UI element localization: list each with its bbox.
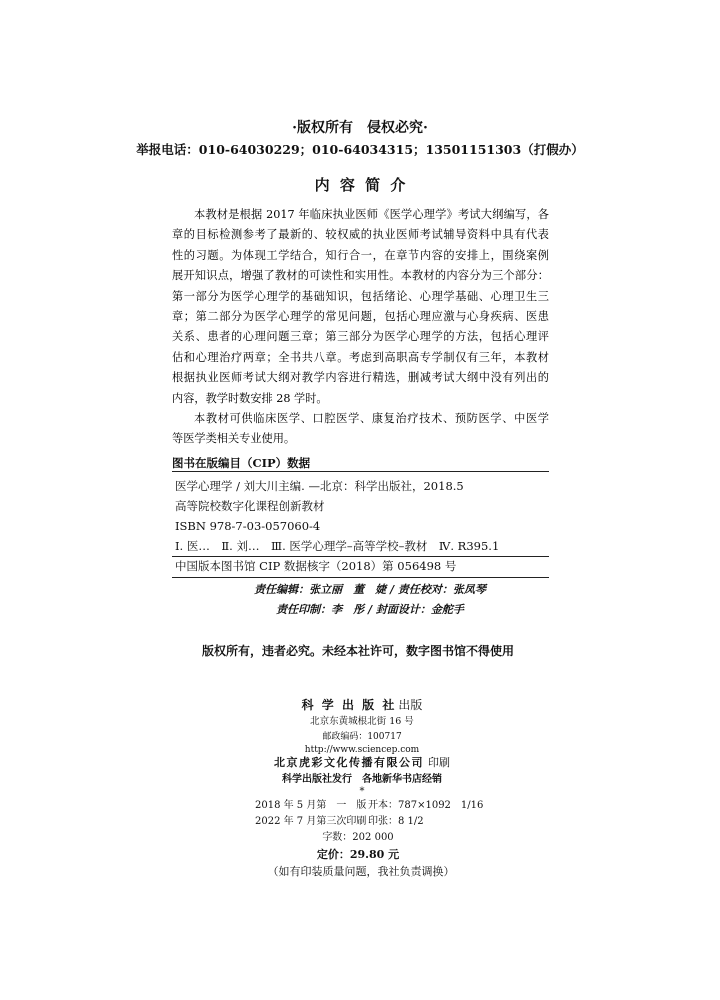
cip-classification: Ⅰ. 医… Ⅱ. 刘… Ⅲ. 医学心理学–高等学校–教材 Ⅳ. R395.1: [175, 539, 500, 553]
cip-top-divider: [172, 471, 549, 472]
cip-series: 高等院校数字化课程创新教材: [175, 499, 325, 513]
printer-role: 印刷: [428, 756, 450, 769]
summary-line: 等医学类相关专业使用。: [172, 432, 296, 446]
printer-name: 北京虎彩文化传播有限公司: [274, 756, 424, 769]
publisher-name: 科 学 出 版 社: [301, 698, 395, 712]
cip-number: 中国版本图书馆 CIP 数据核字（2018）第 056498 号: [175, 559, 457, 573]
report-phone: 举报电话：010-64030229；010-64034315；13501151303（打假办）: [136, 142, 584, 157]
cip-bottom-divider: [172, 577, 549, 578]
cip-title: 图书在版编目（CIP）数据: [172, 456, 311, 470]
printing-info: 2022 年 7 月第三次印刷: [255, 816, 367, 827]
summary-body: [172, 205, 549, 450]
credits-production: 责任印制：李 彤 / 封面设计：金舵手: [276, 603, 464, 616]
summary-line: 估和心理治疗两章；全书共八章。考虑到高职高专学制仅有三年，本教材: [172, 350, 549, 364]
publisher-postcode: 邮政编码：100717: [322, 732, 402, 742]
summary-line: 章的目标检测参考了最新的、较权威的执业医师考试辅导资料中具有代表: [172, 228, 549, 242]
summary-line: 展开知识点，增强了教材的可读性和实用性。本教材的内容分为三个部分：: [172, 269, 549, 283]
printer-line: [4, 756, 720, 770]
publisher-address: 北京东黄城根北街 16 号: [310, 716, 414, 727]
summary-heading: 内 容 简 介: [314, 176, 406, 194]
summary-line: 本教材可供临床医学、口腔医学、康复治疗技术、预防医学、中医学: [194, 411, 549, 425]
sheets-info: 印张：8 1/2: [368, 816, 424, 827]
summary-line: 关系、患者的心理问题三章；第三部分为医学心理学的方法，包括心理评: [172, 330, 549, 344]
edition-info: 2018 年 5 月第 一 版: [255, 800, 367, 811]
cip-record: 医学心理学 / 刘大川主编. —北京：科学出版社，2018.5: [175, 479, 464, 493]
quality-notice: （如有印装质量问题，我社负责调换）: [267, 865, 455, 878]
summary-line: 内容，教学时数安排 28 学时。: [172, 391, 328, 405]
word-count: 字数：202 000: [322, 832, 394, 843]
digital-rights-notice: 版权所有，违者必究。未经本社许可，数字图书馆不得使用: [201, 644, 514, 658]
summary-line: 第一部分为医学心理学的基础知识，包括绪论、心理学基础、心理卫生三: [172, 289, 549, 303]
cip-isbn: ISBN 978-7-03-057060-4: [175, 519, 321, 533]
separator-asterisk: *: [359, 786, 365, 797]
summary-line: 章；第二部分为医学心理学的常见问题，包括心理应激与心身疾病、医患: [172, 309, 549, 323]
summary-line: 根据执业医师考试大纲对教学内容进行精选，删减考试大纲中没有列出的: [172, 371, 549, 385]
publisher-website: http://www.sciencep.com: [304, 745, 420, 755]
distribution-line: 科学出版社发行 各地新华书店经销: [282, 774, 442, 785]
price: 定价：29.80 元: [316, 848, 400, 861]
publisher-role: 出版: [398, 698, 423, 712]
summary-line: 性的习题。为体现工学结合，知行合一，在章节内容的安排上，围绕案例: [172, 248, 549, 262]
summary-line: 本教材是根据 2017 年临床执业医师《医学心理学》考试大纲编写，各: [194, 208, 549, 221]
publisher-line: [4, 697, 720, 713]
format-info: 开本：787×1092 1/16: [368, 800, 484, 811]
credits-editors: 责任编辑：张立丽 董 婕 / 责任校对：张凤琴: [254, 583, 486, 596]
copyright-notice: ·版权所有 侵权必究·: [292, 120, 428, 136]
